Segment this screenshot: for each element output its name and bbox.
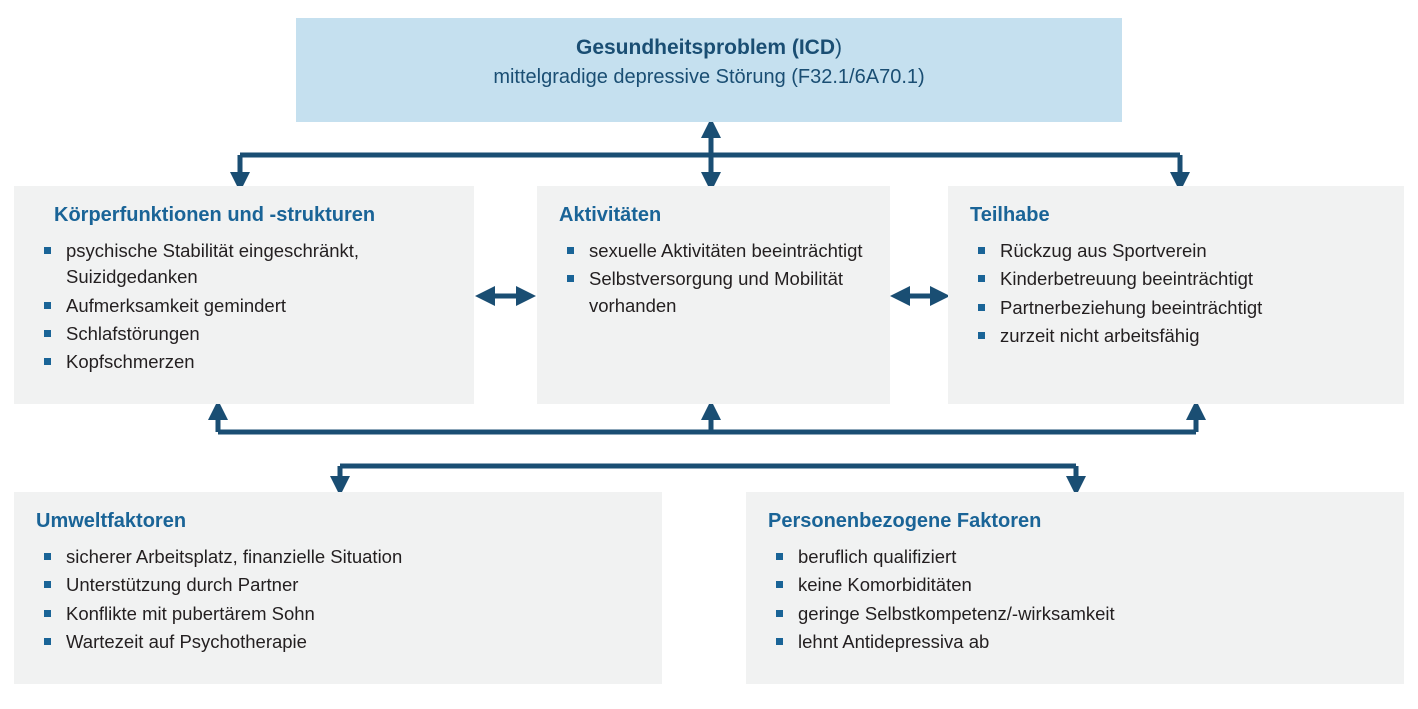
personal-factors-box	[746, 492, 1404, 684]
bullet-square-icon	[978, 332, 985, 339]
list-item	[36, 321, 464, 347]
bullet-square-icon	[44, 610, 51, 617]
list-item-label: beruflich qualifiziert	[798, 546, 957, 567]
list-item	[768, 601, 1394, 627]
list-item	[36, 349, 464, 375]
bullet-square-icon	[978, 247, 985, 254]
list-item-label: Unterstützung durch Partner	[66, 574, 299, 596]
list-item	[36, 572, 652, 598]
list-item	[768, 544, 1394, 570]
bullet-square-icon	[978, 304, 985, 311]
list-item	[36, 544, 652, 570]
list-item	[768, 572, 1394, 598]
list-item-label: psychische Stabilität eingeschränkt, Suizidgedanken	[66, 240, 360, 288]
environmental-factors-list	[36, 544, 652, 655]
list-item-label: Wartezeit auf Psychotherapie	[66, 630, 307, 652]
bullet-square-icon	[44, 358, 51, 365]
list-item	[970, 323, 1394, 349]
bullet-square-icon	[44, 247, 51, 254]
list-item	[36, 238, 464, 291]
list-item-label: Aufmerksamkeit gemindert	[66, 294, 287, 316]
list-item	[559, 266, 880, 319]
bullet-square-icon	[776, 553, 783, 560]
list-item-label: zurzeit nicht arbeitsfähig	[1000, 324, 1200, 346]
health-problem-box	[296, 18, 1122, 122]
bullet-square-icon	[44, 553, 51, 560]
list-item-label: sicherer Arbeitsplatz, finanzielle Situation	[66, 546, 403, 567]
bullet-square-icon	[776, 581, 783, 588]
personal-factors-title: Personenbezogene Faktoren	[768, 510, 1042, 532]
bullet-square-icon	[978, 275, 985, 282]
participation-box	[948, 186, 1404, 404]
list-item	[768, 629, 1394, 655]
list-item	[970, 238, 1394, 264]
list-item	[559, 238, 880, 264]
bullet-square-icon	[567, 275, 574, 282]
body-functions-title: Körperfunktionen und -strukturen	[54, 204, 376, 226]
list-item-label: Schlafstörungen	[66, 322, 200, 344]
list-item-label: geringe Selbstkompetenz/-wirksamkeit	[798, 602, 1115, 624]
list-item-label: Partnerbeziehung beeinträchtigt	[1000, 296, 1263, 318]
list-item-label: sexuelle Aktivitäten beeinträchtigt	[589, 240, 863, 261]
personal-factors-list	[768, 544, 1394, 655]
bullet-square-icon	[44, 302, 51, 309]
list-item	[36, 629, 652, 655]
participation-list	[970, 238, 1394, 349]
list-item-label: Rückzug aus Sportverein	[1000, 240, 1207, 261]
environmental-factors-box	[14, 492, 662, 684]
list-item	[36, 293, 464, 319]
activities-list	[559, 238, 880, 319]
participation-title: Teilhabe	[970, 204, 1050, 226]
list-item-label: Selbstversorgung und Mobilität vorhanden	[589, 268, 844, 316]
list-item	[970, 295, 1394, 321]
list-item	[36, 601, 652, 627]
activities-box	[537, 186, 890, 404]
list-item-label: Konflikte mit pubertärem Sohn	[66, 602, 315, 624]
list-item-label: keine Komorbiditäten	[798, 574, 972, 596]
bullet-square-icon	[776, 638, 783, 645]
body-functions-list	[36, 238, 464, 375]
list-item-label: Kinderbetreuung beeinträchtigt	[1000, 268, 1254, 290]
body-functions-box	[14, 186, 474, 404]
list-item-label: lehnt Antidepressiva ab	[798, 630, 990, 652]
activities-title: Aktivitäten	[559, 204, 662, 226]
bullet-square-icon	[44, 581, 51, 588]
bullet-square-icon	[776, 610, 783, 617]
health-problem-subtitle: mittelgradige depressive Störung (F32.1/6A70.1)	[493, 66, 925, 89]
bullet-square-icon	[567, 247, 574, 254]
environmental-factors-title: Umweltfaktoren	[36, 510, 187, 532]
bullet-square-icon	[44, 330, 51, 337]
health-problem-title-tail: )	[835, 36, 843, 59]
health-problem-title-main: Gesundheitsproblem (ICD	[575, 36, 836, 59]
list-item	[970, 266, 1394, 292]
health-problem-title	[296, 34, 1122, 62]
bullet-square-icon	[44, 638, 51, 645]
list-item-label: Kopfschmerzen	[66, 351, 195, 373]
